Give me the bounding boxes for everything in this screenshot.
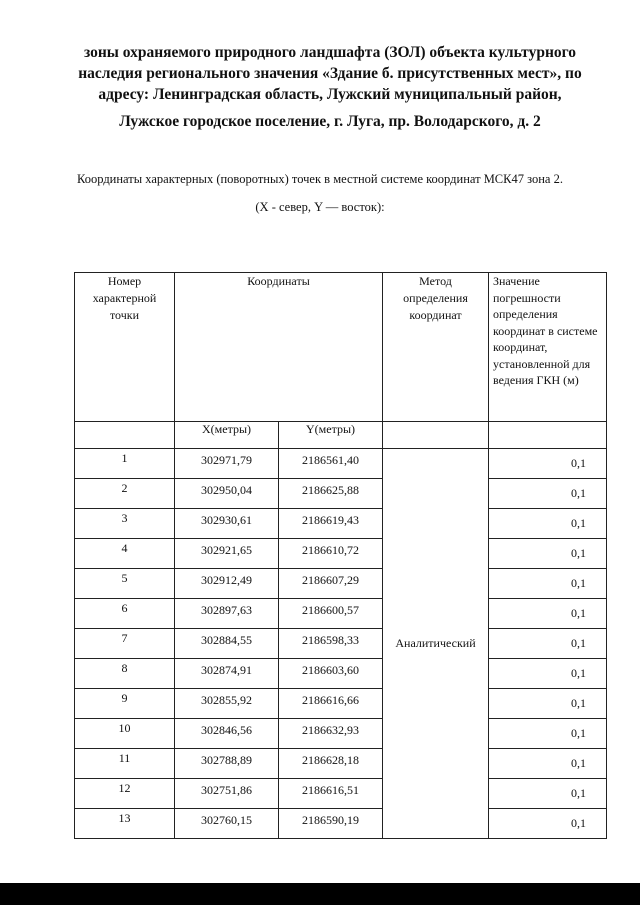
table-row — [75, 719, 607, 749]
point-number: 7 — [75, 629, 175, 659]
title-line-1: зоны охраняемого природного ландшафта (ЗОЛ) объекта культурного — [83, 44, 577, 61]
point-number: 5 — [75, 569, 175, 599]
title-line-2: наследия регионального значения «Здание б. присутственных мест», по — [78, 65, 582, 82]
x-coordinate: 302846,56 — [175, 719, 279, 749]
y-coordinate: 2186616,66 — [279, 689, 383, 719]
header-coordinates: Координаты — [175, 273, 383, 422]
title-line-3: адресу: Ленинградская область, Лужский муниципальный район, — [98, 86, 562, 103]
x-coordinate: 302930,61 — [175, 509, 279, 539]
header-y: Y(метры) — [279, 422, 383, 449]
point-number: 11 — [75, 749, 175, 779]
accuracy-value: 0,1 — [489, 659, 607, 689]
accuracy-value: 0,1 — [489, 719, 607, 749]
x-coordinate: 302751,86 — [175, 779, 279, 809]
y-coordinate: 2186607,29 — [279, 569, 383, 599]
point-number: 3 — [75, 509, 175, 539]
table-row — [75, 479, 607, 509]
accuracy-value: 0,1 — [489, 809, 607, 839]
accuracy-value: 0,1 — [489, 449, 607, 479]
y-coordinate: 2186628,18 — [279, 749, 383, 779]
accuracy-value: 0,1 — [489, 539, 607, 569]
title-line-4: Лужское городское поселение, г. Луга, пр. Володарского, д. 2 — [119, 113, 541, 130]
y-coordinate: 2186619,43 — [279, 509, 383, 539]
axes-note: (X - север, Y — восток): — [255, 200, 385, 214]
table-row — [75, 809, 607, 839]
table-subheader-row — [75, 422, 607, 449]
accuracy-value: 0,1 — [489, 749, 607, 779]
header-x: X(метры) — [175, 422, 279, 449]
x-coordinate: 302921,65 — [175, 539, 279, 569]
coordinates-table — [74, 272, 607, 839]
accuracy-value: 0,1 — [489, 689, 607, 719]
x-coordinate: 302874,91 — [175, 659, 279, 689]
header-accuracy: Значение погрешности определения координат в системе координат, установленной для ведения ГКН (м) — [489, 273, 607, 422]
accuracy-value: 0,1 — [489, 479, 607, 509]
point-number: 9 — [75, 689, 175, 719]
table-row — [75, 539, 607, 569]
table-row — [75, 749, 607, 779]
y-coordinate: 2186590,19 — [279, 809, 383, 839]
table-row — [75, 689, 607, 719]
y-coordinate: 2186561,40 — [279, 449, 383, 479]
method-value: Аналитический — [383, 449, 489, 839]
x-coordinate: 302971,79 — [175, 449, 279, 479]
point-number: 8 — [75, 659, 175, 689]
point-number: 10 — [75, 719, 175, 749]
x-coordinate: 302897,63 — [175, 599, 279, 629]
table-row — [75, 629, 607, 659]
x-coordinate: 302788,89 — [175, 749, 279, 779]
point-number: 1 — [75, 449, 175, 479]
x-coordinate: 302855,92 — [175, 689, 279, 719]
point-number: 12 — [75, 779, 175, 809]
table-row — [75, 779, 607, 809]
y-coordinate: 2186603,60 — [279, 659, 383, 689]
y-coordinate: 2186598,33 — [279, 629, 383, 659]
y-coordinate: 2186610,72 — [279, 539, 383, 569]
table-row — [75, 569, 607, 599]
accuracy-value: 0,1 — [489, 599, 607, 629]
y-coordinate: 2186625,88 — [279, 479, 383, 509]
x-coordinate: 302760,15 — [175, 809, 279, 839]
table-caption: Координаты характерных (поворотных) точек в местной системе координат МСК47 зона 2. — [77, 172, 563, 186]
subheader-empty — [75, 422, 175, 449]
point-number: 13 — [75, 809, 175, 839]
y-coordinate: 2186616,51 — [279, 779, 383, 809]
table-row — [75, 449, 607, 479]
table-header-row — [75, 273, 607, 422]
scan-edge — [0, 883, 640, 905]
subheader-empty — [383, 422, 489, 449]
x-coordinate: 302950,04 — [175, 479, 279, 509]
point-number: 2 — [75, 479, 175, 509]
subheader-empty — [489, 422, 607, 449]
point-number: 4 — [75, 539, 175, 569]
header-method: Метод определения координат — [383, 273, 489, 422]
point-number: 6 — [75, 599, 175, 629]
table-row — [75, 509, 607, 539]
accuracy-value: 0,1 — [489, 779, 607, 809]
header-point-number: Номер характерной точки — [75, 273, 175, 422]
accuracy-value: 0,1 — [489, 509, 607, 539]
table-row — [75, 599, 607, 629]
accuracy-value: 0,1 — [489, 569, 607, 599]
table-row — [75, 659, 607, 689]
x-coordinate: 302912,49 — [175, 569, 279, 599]
y-coordinate: 2186632,93 — [279, 719, 383, 749]
document-title — [60, 42, 600, 105]
accuracy-value: 0,1 — [489, 629, 607, 659]
x-coordinate: 302884,55 — [175, 629, 279, 659]
y-coordinate: 2186600,57 — [279, 599, 383, 629]
